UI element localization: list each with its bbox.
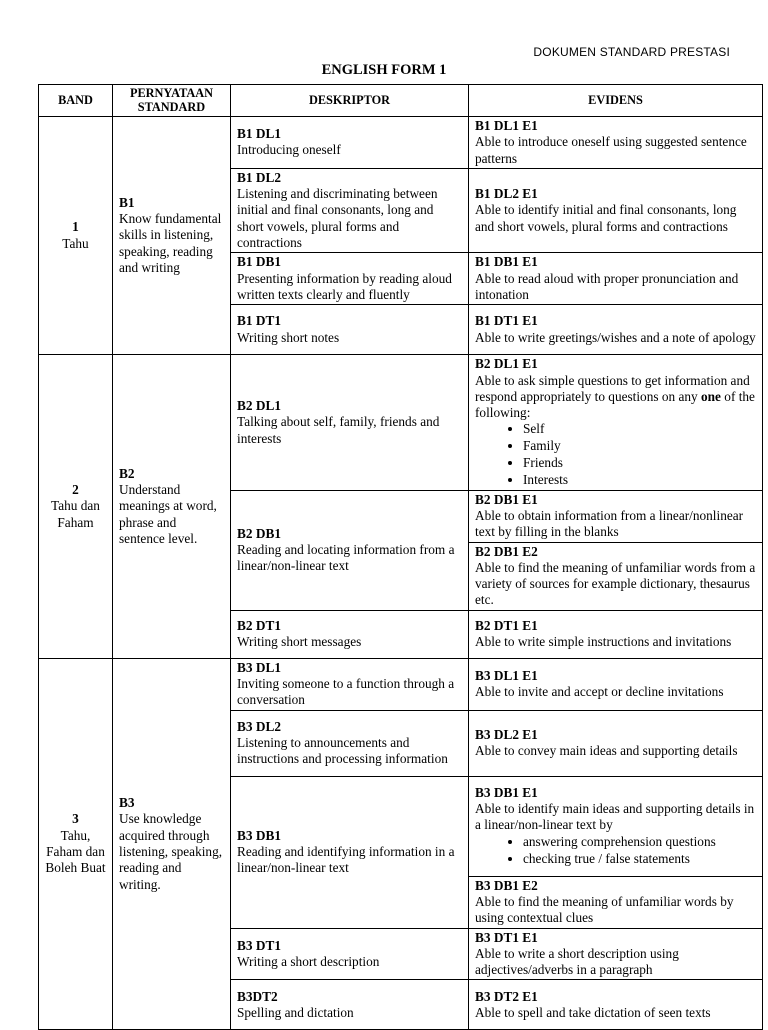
list-item: • Interests	[523, 472, 756, 489]
descriptor-code: B2 DL1	[237, 398, 281, 413]
table-header-row	[39, 85, 763, 117]
document-label: DOKUMEN STANDARD PRESTASI	[533, 45, 730, 59]
descriptor-code: B3DT2	[237, 988, 278, 1004]
descriptor-cell	[231, 980, 469, 1030]
evidence-code: B2 DB1 E2	[475, 543, 538, 559]
descriptor-text: Reading and locating information from a linear/non-linear text	[237, 542, 455, 574]
descriptor-code: B3 DT1	[237, 937, 281, 953]
standard-cell	[113, 355, 231, 658]
descriptor-code: B1 DT1	[237, 313, 281, 329]
evidence-code: B2 DB1 E1	[475, 491, 538, 507]
evidence-code: B2 DT1 E1	[475, 617, 538, 633]
descriptor-text: Writing short notes	[237, 329, 340, 345]
evidence-cell	[469, 490, 763, 542]
evidence-code: B3 DL1 E1	[475, 667, 538, 683]
descriptor-code: B1 DB1	[237, 254, 281, 270]
evidence-text-part: of the following:	[475, 388, 755, 421]
descriptor-cell	[231, 168, 469, 252]
evidence-text: Able to identify main ideas and supporting details in a linear/non-linear text by	[475, 801, 755, 833]
standard-text: Use knowledge acquired through listening, speaking, reading and writing.	[119, 811, 223, 892]
band-label: Tahu, Faham dan Boleh Buat	[45, 827, 106, 876]
evidence-cell	[469, 928, 763, 980]
band-label: Tahu	[62, 235, 89, 251]
evidence-cell	[469, 710, 763, 776]
descriptor-code: B1 DL1	[237, 126, 281, 142]
descriptor-code: B1 DL2	[237, 169, 281, 185]
evidence-cell	[469, 610, 763, 658]
descriptor-code: B2 DB1	[237, 525, 281, 541]
evidence-code: B1 DB1 E1	[475, 254, 538, 270]
descriptor-text: Listening and discriminating between initial and final consonants, long and short vowels, plural forms and contractions	[237, 186, 438, 251]
descriptor-cell	[231, 610, 469, 658]
descriptor-code: B3 DL1	[237, 659, 281, 675]
descriptor-cell	[231, 253, 469, 305]
standard-text: Know fundamental skills in listening, speaking, reading and writing	[119, 211, 222, 276]
evidence-cell	[469, 876, 763, 928]
descriptor-cell	[231, 305, 469, 355]
descriptor-cell	[231, 490, 469, 610]
table-row	[39, 117, 763, 169]
evidence-code: B3 DL2 E1	[475, 726, 538, 742]
evidence-cell	[469, 980, 763, 1030]
descriptor-text: Writing a short description	[237, 953, 380, 969]
standard-code: B1	[119, 194, 135, 210]
evidence-code: B3 DB1 E1	[475, 784, 538, 800]
bullet-list	[475, 834, 756, 868]
descriptor-text: Inviting someone to a function through a conversation	[237, 676, 455, 708]
band-cell	[39, 658, 113, 1030]
descriptor-text: Introducing oneself	[237, 142, 341, 158]
descriptor-code: B2 DT1	[237, 617, 281, 633]
bullet-list	[475, 421, 756, 488]
descriptor-cell	[231, 928, 469, 980]
descriptor-text: Talking about self, family, friends and interests	[237, 414, 440, 446]
list-item: • Self	[523, 421, 756, 438]
evidence-text: Able to read aloud with proper pronunciation and intonation	[475, 270, 739, 302]
standard-cell	[113, 117, 231, 355]
descriptor-text: Writing short messages	[237, 634, 362, 650]
descriptor-text: Spelling and dictation	[237, 1004, 354, 1020]
descriptor-cell	[231, 117, 469, 169]
descriptor-cell	[231, 776, 469, 928]
evidence-cell	[469, 355, 763, 490]
standard-cell	[113, 658, 231, 1030]
band-number: 1	[72, 219, 79, 235]
evidence-text: Able to write a short description using adjectives/adverbs in a paragraph	[475, 945, 679, 978]
standard-code: B3	[119, 795, 135, 811]
descriptor-cell	[231, 658, 469, 710]
evidence-text: Able to find the meaning of unfamiliar words by using contextual clues	[475, 893, 734, 926]
descriptor-cell	[231, 355, 469, 490]
evidence-text: Able to invite and accept or decline invitations	[475, 684, 724, 700]
list-item: • Friends	[523, 455, 756, 472]
col-header-descriptor: DESKRIPTOR	[231, 85, 469, 117]
band-cell	[39, 355, 113, 658]
evidence-cell	[469, 776, 763, 876]
evidence-code: B1 DL2 E1	[475, 186, 538, 202]
evidence-text: Able to introduce oneself using suggested sentence patterns	[475, 134, 747, 166]
descriptor-cell	[231, 710, 469, 776]
evidence-cell	[469, 305, 763, 355]
list-item: • checking true / false statements	[523, 851, 756, 868]
descriptor-code: B3 DB1	[237, 827, 281, 843]
page-title: ENGLISH FORM 1	[321, 62, 447, 78]
evidence-text: Able to obtain information from a linear/nonlinear text by filling in the blanks	[475, 507, 744, 540]
evidence-code: B3 DB1 E2	[475, 877, 538, 893]
descriptor-text: Listening to announcements and instructions and processing information	[237, 734, 448, 767]
col-header-standard: PERNYATAAN STANDARD	[113, 85, 231, 117]
evidence-text: Able to write simple instructions and invitations	[475, 634, 732, 650]
evidence-text-emphasis: one	[701, 388, 721, 404]
evidence-text: Able to spell and take dictation of seen texts	[475, 1004, 711, 1020]
list-item: • Family	[523, 438, 756, 455]
evidence-text	[475, 373, 755, 421]
evidence-text: Able to convey main ideas and supporting details	[475, 743, 738, 759]
descriptor-text: Reading and identifying information in a linear/non-linear text	[237, 843, 455, 876]
evidence-cell	[469, 253, 763, 305]
evidence-text-part: Able to ask simple questions to get information and respond appropriately to questions on any	[475, 372, 750, 404]
evidence-code: B3 DT2 E1	[475, 988, 538, 1004]
band-number: 2	[72, 482, 79, 498]
band-label: Tahu dan Faham	[51, 498, 100, 530]
evidence-cell	[469, 542, 763, 610]
standard-text: Understand meanings at word, phrase and sentence level.	[119, 482, 217, 546]
band-number: 3	[72, 811, 79, 827]
table-row	[39, 658, 763, 710]
evidence-code: B1 DT1 E1	[475, 313, 538, 329]
evidence-text: Able to write greetings/wishes and a note of apology	[475, 329, 756, 345]
list-item: • answering comprehension questions	[523, 834, 756, 851]
col-header-band: BAND	[39, 85, 113, 117]
descriptor-text: Presenting information by reading aloud written texts clearly and fluently	[237, 270, 452, 302]
evidence-code: B1 DL1 E1	[475, 118, 538, 133]
evidence-cell	[469, 658, 763, 710]
evidence-code: B3 DT1 E1	[475, 929, 538, 945]
table-row	[39, 355, 763, 490]
evidence-text: Able to find the meaning of unfamiliar words from a variety of sources for example dictionary, thesaurus etc.	[475, 559, 756, 608]
evidence-cell	[469, 117, 763, 169]
standard-code: B2	[119, 465, 135, 481]
band-cell	[39, 117, 113, 355]
evidence-text: Able to identify initial and final consonants, long and short vowels, plural forms and contractions	[475, 202, 737, 234]
evidence-code: B2 DL1 E1	[475, 356, 538, 372]
evidence-cell	[469, 168, 763, 252]
descriptor-code: B3 DL2	[237, 718, 281, 734]
standards-table	[38, 84, 763, 1030]
col-header-evidence: EVIDENS	[469, 85, 763, 117]
